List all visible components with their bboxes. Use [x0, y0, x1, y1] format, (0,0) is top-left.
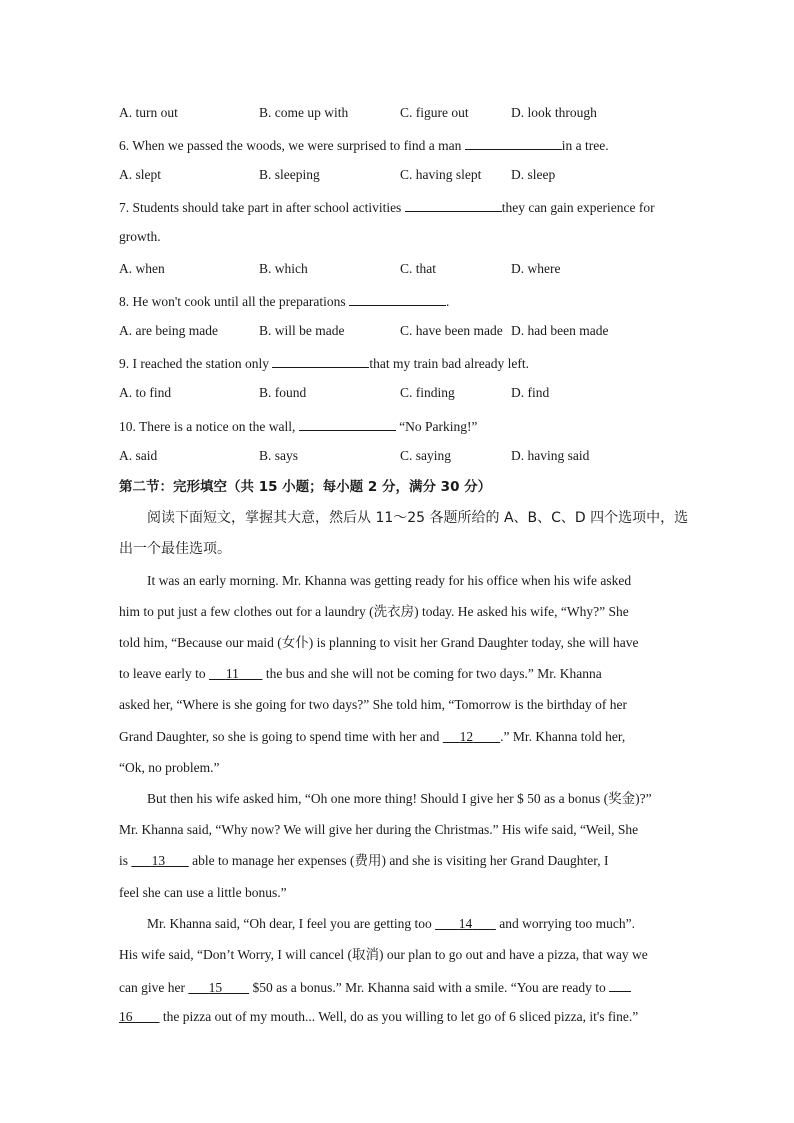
q9-option-c: C. finding — [400, 385, 455, 400]
passage-line — [119, 1008, 638, 1026]
passage-line: told him, “Because our maid (女仆) is planning to visit her Grand Daughter today, she will have — [119, 635, 639, 650]
q9-blank — [272, 353, 369, 368]
passage-line: “Ok, no problem.” — [119, 760, 220, 775]
passage-line: His wife said, “Don’t Worry, I will cancel (取消) our plan to go out and have a pizza, that way we — [119, 947, 648, 962]
q7-option-a: A. when — [119, 261, 165, 276]
q8-option-b: B. will be made — [259, 323, 345, 338]
passage-text: .” Mr. Khanna told her, — [500, 729, 626, 744]
passage-line — [119, 728, 625, 746]
passage-line: feel she can use a little bonus.” — [119, 885, 287, 900]
passage-text: and worrying too much”. — [495, 916, 635, 931]
section-instruction: 阅读下面短文，掌握其大意，然后从 11～25 各题所给的 A、B、C、D 四个选项中，选 — [147, 510, 689, 526]
passage-line: Mr. Khanna said, “Why now? We will give her during the Christmas.” His wife said, “Weil, She — [119, 822, 639, 837]
passage-line: But then his wife asked him, “Oh one more thing! Should I give her $ 50 as a bonus (奖金)?” — [147, 791, 652, 806]
passage-line — [147, 915, 635, 933]
q8-option-a: A. are being made — [119, 323, 218, 338]
q10-option-c: C. saying — [400, 448, 452, 463]
passage-text: able to manage her expenses (费用) and she is visiting her Grand Daughter, I — [188, 853, 609, 868]
blank-16-number: 16 — [119, 1009, 133, 1024]
passage-text: the pizza out of my mouth... Well, do as you willing to let go of 6 sliced pizza, it's fine.” — [159, 1009, 639, 1024]
section-instruction-continued: 出一个最佳选项。 — [119, 541, 231, 557]
blank-16 — [119, 1009, 160, 1024]
blank-12 — [443, 729, 500, 744]
blank-14 — [435, 916, 496, 931]
blank-15 — [188, 980, 249, 995]
passage-line: It was an early morning. Mr. Khanna was getting ready for his office when his wife asked — [147, 573, 632, 588]
q7-option-d: D. where — [511, 261, 561, 276]
q10-stem — [119, 416, 477, 436]
q9-stem-text: 9. I reached the station only — [119, 356, 273, 371]
q8-stem-text: 8. He won't cook until all the preparations — [119, 294, 350, 309]
passage-line: asked her, “Where is she going for two days?” She told him, “Tomorrow is the birthday of her — [119, 697, 628, 712]
q6-stem — [119, 135, 609, 155]
q5-option-b: B. come up with — [259, 105, 349, 120]
q6-option-d: D. sleep — [511, 167, 556, 182]
passage-text: is — [119, 853, 132, 868]
q7-stem-continued: growth. — [119, 229, 161, 244]
q6-stem-text: 6. When we passed the woods, we were surprised to find a man — [119, 138, 465, 153]
passage-line: him to put just a few clothes out for a laundry (洗衣房) today. He asked his wife, “Why?” She — [119, 604, 629, 619]
q9-stem-end: that my train bad already left. — [369, 356, 530, 371]
q10-option-a: A. said — [119, 448, 158, 463]
blank-15-number: 15 — [208, 980, 223, 995]
q7-stem-text: 7. Students should take part in after school activities — [119, 200, 405, 215]
passage-text: can give her — [119, 980, 189, 995]
passage-line — [119, 852, 608, 870]
passage-text: to leave early to — [119, 666, 209, 681]
blank-12-number: 12 — [459, 729, 474, 744]
passage-text: Grand Daughter, so she is going to spend time with her and — [119, 729, 443, 744]
section-heading: 第二节：完形填空（共 15 小题；每小题 2 分，满分 30 分） — [119, 479, 492, 495]
q5-option-d: D. look through — [511, 105, 597, 120]
passage-text: the bus and she will not be coming for two days.” Mr. Khanna — [262, 666, 602, 681]
q8-stem — [119, 291, 449, 311]
blank-14-number: 14 — [458, 916, 473, 931]
q5-option-a: A. turn out — [119, 105, 178, 120]
q6-blank — [465, 135, 562, 150]
q8-option-d: D. had been made — [511, 323, 609, 338]
q6-stem-end: in a tree. — [561, 138, 609, 153]
blank-13 — [131, 853, 188, 868]
q6-option-c: C. having slept — [400, 167, 482, 182]
passage-line — [119, 665, 602, 683]
q8-stem-end: . — [446, 294, 450, 309]
q10-option-b: B. says — [259, 448, 299, 463]
blank-13-number: 13 — [151, 853, 166, 868]
q8-option-c: C. have been made — [400, 323, 503, 338]
q9-option-d: D. find — [511, 385, 550, 400]
q6-option-b: B. sleeping — [259, 167, 320, 182]
q9-option-a: A. to find — [119, 385, 172, 400]
passage-text: $50 as a bonus.” Mr. Khanna said with a smile. “You are ready to — [249, 980, 610, 995]
q5-option-c: C. figure out — [400, 105, 469, 120]
q6-option-a: A. slept — [119, 167, 161, 182]
blank-11 — [209, 666, 263, 681]
q10-option-d: D. having said — [511, 448, 590, 463]
blank-11-number: 11 — [225, 666, 239, 681]
q10-stem-end: “No Parking!” — [395, 419, 478, 434]
q7-stem — [119, 197, 655, 217]
passage-text: Mr. Khanna said, “Oh dear, I feel you are getting too — [147, 916, 436, 931]
q8-blank — [349, 291, 446, 306]
blank-16-start — [609, 977, 631, 992]
q7-blank — [405, 197, 502, 212]
q9-stem — [119, 353, 529, 373]
q7-stem-end: they can gain experience for — [501, 200, 655, 215]
q10-stem-text: 10. There is a notice on the wall, — [119, 419, 299, 434]
q7-option-c: C. that — [400, 261, 436, 276]
passage-line — [119, 977, 631, 997]
q7-option-b: B. which — [259, 261, 308, 276]
q9-option-b: B. found — [259, 385, 307, 400]
q10-blank — [299, 416, 396, 431]
